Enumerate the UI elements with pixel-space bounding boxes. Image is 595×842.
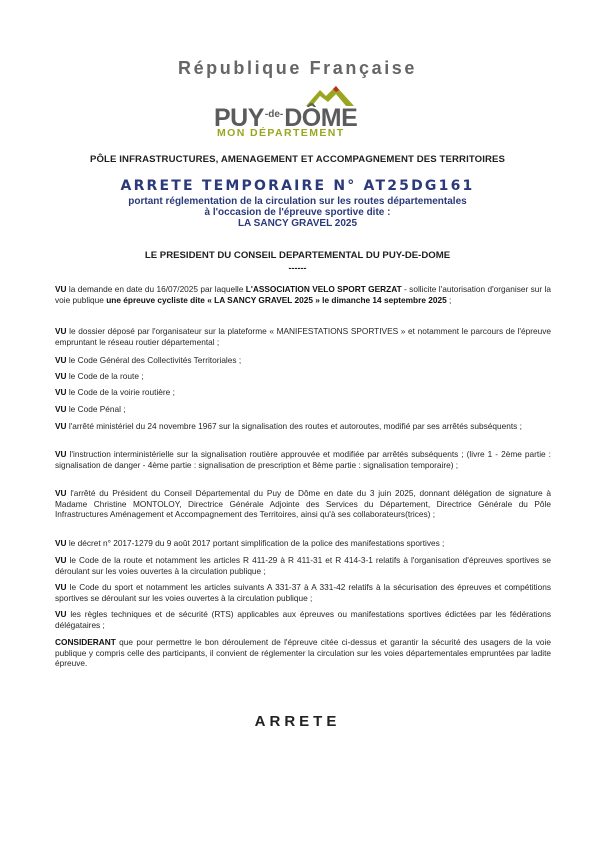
considerant-text: que pour permettre le bon déroulement de l'épreuve citée ci-dessus et garantir la sécurité des usagers de la voie publique y compris celle des participants, il convient de réglementer la circulation sur les voies départementales empruntées par ladite épreuve. [55,637,551,669]
arrete-heading: ARRETE [254,713,341,730]
vu-keyword: VU [55,555,67,565]
vu-paragraph-code-voirie [55,387,551,398]
logo-word-puy: PUY [214,104,264,132]
president-heading: LE PRESIDENT DU CONSEIL DEPARTEMENTAL DU PUY-DE-DOME [144,250,451,261]
vu-keyword: VU [55,421,67,431]
vu-keyword: VU [55,326,67,336]
considerant-keyword: CONSIDERANT [55,637,116,647]
separator-dashes: ------ [288,263,307,273]
vu-paragraph-arrete-1967 [55,421,551,432]
vu-keyword: VU [55,404,67,414]
vu-text: le Code Pénal ; [66,404,126,414]
vu-text: l'instruction interministérielle sur la signalisation routière approuvée et modifiée par arrêtés subséquents ; (livre 1 - 2ème partie : signalisation de danger - 4ème partie : signalisation de prescription et 8ème partie : signalisation temporaire) ; [55,449,551,470]
vu-paragraph-dossier [55,326,551,347]
arrete-subtitle-line-3: LA SANCY GRAVEL 2025 [237,218,358,229]
republique-francaise-heading: République Française [177,58,418,78]
vu-text: - sollicite l'autorisation d'organiser sur la voie publique [55,284,552,305]
vu-paragraph-code-penal [55,404,551,415]
arrete-subtitle-line-2: à l'occasion de l'épreuve sportive dite : [204,207,391,218]
vu-text: le Code de la route et notamment les articles R 411-29 à R 411-31 et R 414-3-1 relatifs à l'organisation d'épreuves sportives se déroulant sur les voies ouvertes à la circulation publique ; [55,555,551,576]
vu-paragraph-instruction [55,449,551,470]
considerant-paragraph [55,637,551,669]
vu-text: le Code de la voirie routière ; [66,387,175,397]
vu-paragraph-code-route [55,371,551,382]
vu-keyword: VU [55,609,67,619]
vu-paragraph-delegation [55,488,551,520]
organisation-name: L'ASSOCIATION VELO SPORT GERZAT [245,284,402,294]
vu-keyword: VU [55,387,67,397]
vu-paragraph-code-route-articles [55,555,551,576]
logo-word-de: -de- [264,109,284,120]
vu-text: le Code du sport et notamment les articles suivants A 331-37 à A 331-42 relatifs à la sécurisation des épreuves et compétitions sportives se déroulant sur les voies ouvertes à la circulation publique ; [55,582,551,603]
pole-heading: PÔLE INFRASTRUCTURES, AMENAGEMENT ET ACCOMPAGNEMENT DES TERRITOIRES [90,154,505,165]
event-name: une épreuve cycliste dite « LA SANCY GRAVEL 2025 » le dimanche 14 septembre 2025 [106,294,447,305]
vu-paragraph-code-sport [55,582,551,603]
vu-paragraph-cgct [55,355,551,366]
arrete-number-title: ARRETE TEMPORAIRE N° AT25DG161 [120,178,475,194]
vu-keyword: VU [55,488,67,498]
vu-text: les règles techniques et de sécurité (RTS) applicables aux épreuves ou manifestations sportives édictées par les fédérations délégataires ; [55,609,551,630]
vu-text: le Code de la route ; [66,371,144,381]
vu-text: le décret n° 2017-1279 du 9 août 2017 portant simplification de la police des manifestations sportives ; [66,538,445,548]
vu-keyword: VU [55,284,67,294]
vu-keyword: VU [55,371,67,381]
vu-text: le Code Général des Collectivités Territoriales ; [66,355,242,365]
vu-paragraph-decret-2017 [55,538,551,549]
vu-keyword: VU [55,538,67,548]
arrete-subtitle-line-1: portant réglementation de la circulation sur les routes départementales [128,196,467,207]
puy-de-dome-logo [206,84,356,142]
vu-paragraph-demande [55,284,551,305]
vu-text: le dossier déposé par l'organisateur sur la plateforme « MANIFESTATIONS SPORTIVES » et notamment le parcours de l'épreuve empruntant le réseau routier départemental ; [55,326,551,347]
vu-text: la demande en date du 16/07/2025 par laquelle [66,284,246,294]
vu-keyword: VU [55,582,67,592]
vu-keyword: VU [55,449,67,459]
vu-keyword: VU [55,355,67,365]
logo-word-dome: DÔME [284,104,358,132]
vu-text: l'arrêté du Président du Conseil Départemental du Puy de Dôme en date du 3 juin 2025, donnant délégation de signature à Madame Christine MONTOLOY, Directrice Générale Adjointe des Services du Département, Directrice Générale du Pôle Infrastructures Aménagement et Accompagnement des Territoires, ainsi qu'à ses collaborateurs(trices) ; [55,488,551,520]
logo-subtitle: MON DÉPARTEMENT [217,127,345,139]
vu-paragraph-rts [55,609,551,630]
vu-text: ; [446,294,452,305]
vu-text: l'arrêté ministériel du 24 novembre 1967 sur la signalisation des routes et autoroutes, modifié par ses arrêtés subséquents ; [66,421,522,431]
